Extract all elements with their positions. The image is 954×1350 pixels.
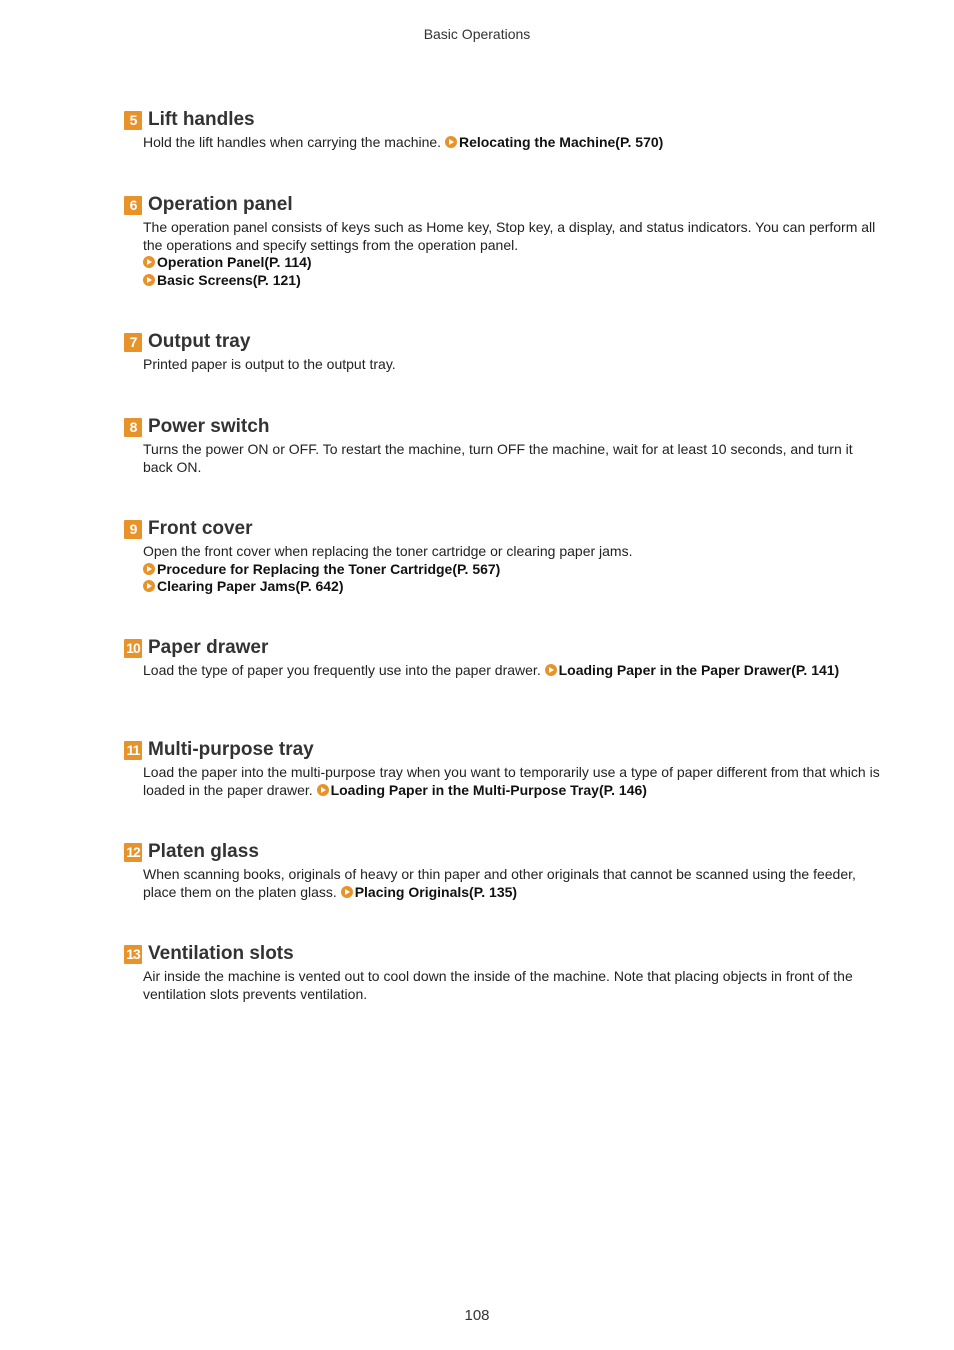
link-loading-paper-drawer[interactable]: Loading Paper in the Paper Drawer(P. 141): [545, 662, 840, 678]
section-heading: [124, 193, 884, 217]
section-title: Platen glass: [148, 841, 259, 862]
arrow-circle-icon: [143, 563, 155, 575]
section-heading: [124, 636, 884, 660]
link-loading-mp-tray[interactable]: Loading Paper in the Multi-Purpose Tray(P. 146): [317, 782, 647, 798]
section-body: [143, 543, 884, 596]
section-body: [143, 968, 884, 1003]
number-badge: 9: [124, 520, 142, 539]
section-body: [143, 134, 884, 152]
section-title: Paper drawer: [148, 637, 269, 658]
body-text: Load the type of paper you frequently use into the paper drawer.: [143, 662, 541, 678]
number-badge: 13: [124, 945, 142, 964]
section-title: Front cover: [148, 518, 253, 539]
section-power-switch: [124, 415, 884, 476]
body-text: Open the front cover when replacing the toner cartridge or clearing paper jams.: [143, 543, 633, 559]
arrow-circle-icon: [317, 784, 329, 796]
section-heading: [124, 330, 884, 354]
section-platen-glass: [124, 840, 884, 901]
arrow-circle-icon: [341, 886, 353, 898]
section-body: [143, 219, 884, 289]
running-header: Basic Operations: [423, 26, 531, 42]
body-text: Hold the lift handles when carrying the machine.: [143, 134, 442, 150]
body-text: Load the paper into the multi-purpose tray when you want to temporarily use a type of paper different from that which is loaded in the paper drawer.: [143, 764, 880, 798]
section-title: Operation panel: [148, 194, 293, 215]
section-heading: [124, 517, 884, 541]
link-clearing-jams[interactable]: Clearing Paper Jams(P. 642): [143, 578, 884, 596]
section-body: [143, 441, 884, 476]
body-text: When scanning books, originals of heavy or thin paper and other originals that cannot be scanned using the feeder, place them on the platen glass.: [143, 866, 856, 900]
section-title: Lift handles: [148, 109, 255, 130]
link-basic-screens[interactable]: Basic Screens(P. 121): [143, 272, 884, 290]
section-lift-handles: [124, 108, 884, 152]
number-badge: 7: [124, 333, 142, 352]
section-body: [143, 866, 884, 901]
section-paper-drawer: [124, 636, 884, 680]
number-badge: 11: [124, 741, 142, 760]
section-front-cover: [124, 517, 884, 596]
number-badge: 12: [124, 843, 142, 862]
section-heading: [124, 415, 884, 439]
arrow-circle-icon: [445, 136, 457, 148]
section-body: [143, 662, 884, 680]
section-heading: [124, 942, 884, 966]
number-badge: 8: [124, 418, 142, 437]
number-badge: 6: [124, 196, 142, 215]
section-body: [143, 764, 884, 799]
section-title: Power switch: [148, 416, 270, 437]
link-placing-originals[interactable]: Placing Originals(P. 135): [341, 884, 517, 900]
section-heading: [124, 108, 884, 132]
arrow-circle-icon: [143, 274, 155, 286]
section-title: Output tray: [148, 331, 251, 352]
body-text: Printed paper is output to the output tray.: [143, 356, 396, 372]
arrow-circle-icon: [143, 256, 155, 268]
section-heading: [124, 738, 884, 762]
section-title: Multi-purpose tray: [148, 739, 314, 760]
section-heading: [124, 840, 884, 864]
body-text: Turns the power ON or OFF. To restart the machine, turn OFF the machine, wait for at least 10 seconds, and turn it back ON.: [143, 441, 853, 475]
section-body: [143, 356, 884, 374]
body-text: Air inside the machine is vented out to cool down the inside of the machine. Note that placing objects in front of the ventilation slots prevents ventilation.: [143, 968, 853, 1002]
section-output-tray: [124, 330, 884, 374]
link-operation-panel[interactable]: Operation Panel(P. 114): [143, 254, 884, 272]
link-relocating-machine[interactable]: Relocating the Machine(P. 570): [445, 134, 663, 150]
body-text: The operation panel consists of keys such as Home key, Stop key, a display, and status indicators. You can perform all the operations and specify settings from the operation panel.: [143, 219, 876, 253]
link-replacing-toner[interactable]: Procedure for Replacing the Toner Cartridge(P. 567): [143, 561, 884, 579]
section-operation-panel: [124, 193, 884, 289]
arrow-circle-icon: [143, 580, 155, 592]
section-ventilation-slots: [124, 942, 884, 1003]
number-badge: 5: [124, 111, 142, 130]
number-badge: 10: [124, 639, 142, 658]
section-title: Ventilation slots: [148, 943, 294, 964]
section-multi-purpose-tray: [124, 738, 884, 799]
page-number: 108: [464, 1307, 490, 1324]
arrow-circle-icon: [545, 664, 557, 676]
